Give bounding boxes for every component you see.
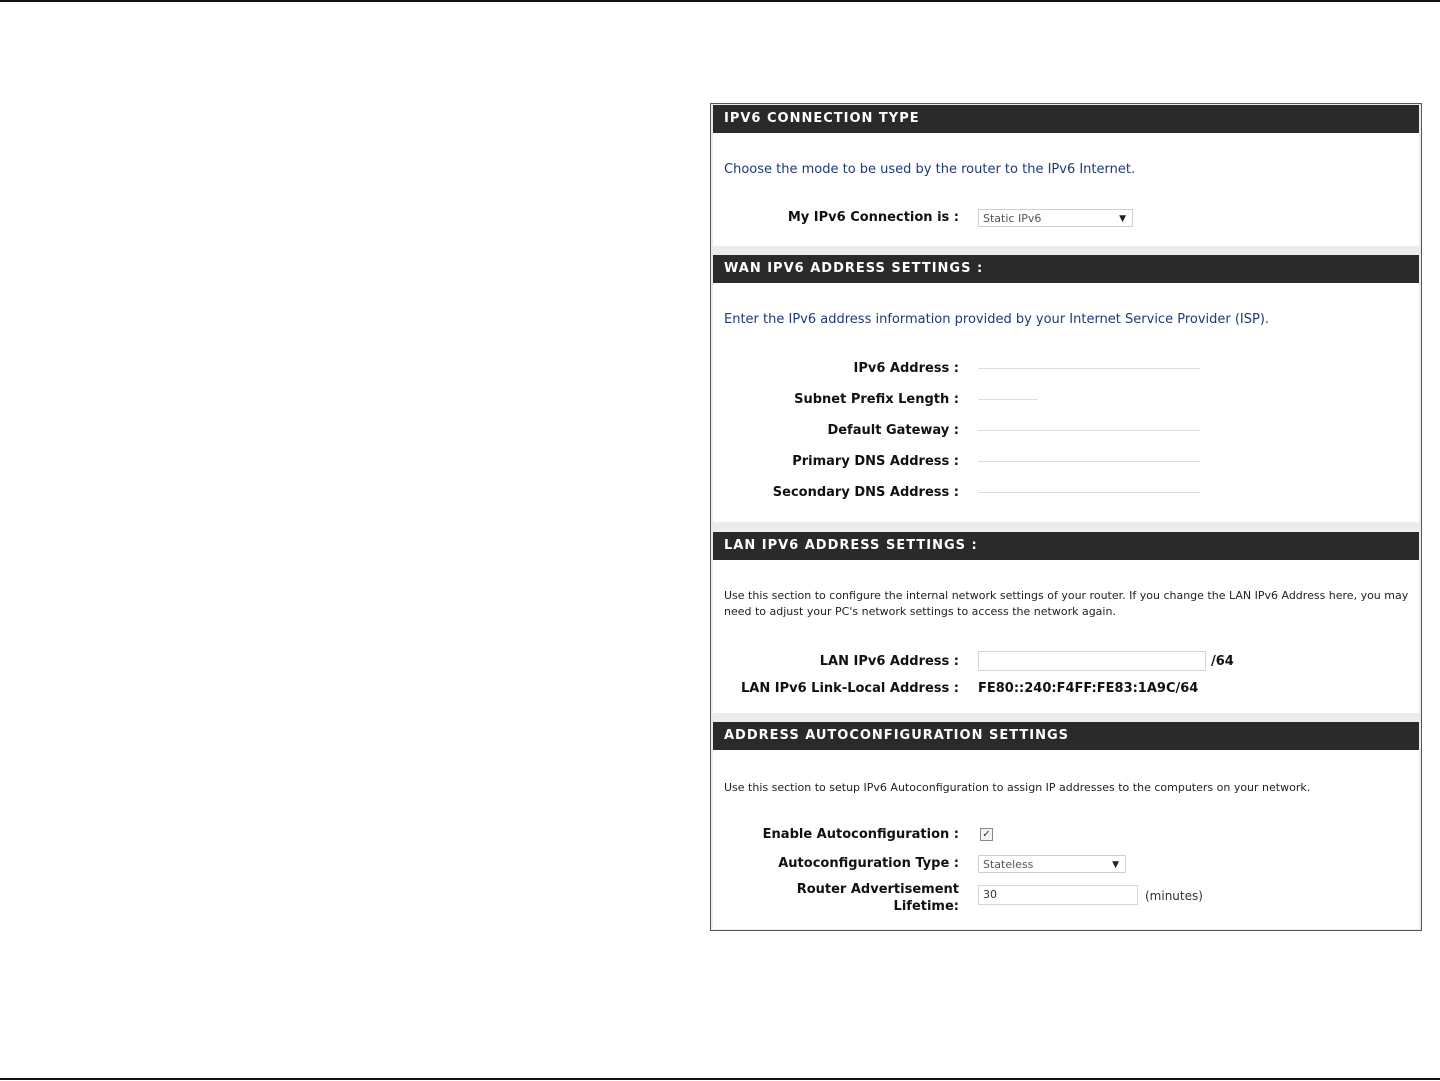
primary-dns-input[interactable] <box>978 448 1200 462</box>
chevron-down-icon: ▼ <box>1112 860 1119 870</box>
lifetime-label-line2: Lifetime: <box>893 899 959 914</box>
connection-label: My IPv6 Connection is : <box>787 210 959 225</box>
autoconfig-intro: Use this section to setup IPv6 Autoconfiguration to assign IP addresses to the computers on your network. <box>724 781 1311 794</box>
autoconfig-type-select[interactable] <box>978 855 1126 873</box>
connection-type-intro: Choose the mode to be used by the router to the IPv6 Internet. <box>724 162 1136 177</box>
ipv6-address-input[interactable] <box>978 355 1200 369</box>
top-rule <box>0 0 1440 2</box>
secondary-dns-input[interactable] <box>978 479 1200 493</box>
lan-address-label: LAN IPv6 Address : <box>819 654 959 669</box>
connection-type-value: Static IPv6 <box>983 212 1042 225</box>
connection-type-select[interactable] <box>978 209 1133 227</box>
ipv6-settings-panel <box>710 103 1422 931</box>
bottom-rule <box>0 1078 1440 1080</box>
lan-address-suffix: /64 <box>1211 654 1234 669</box>
lan-header: LAN IPV6 ADDRESS SETTINGS : <box>713 532 1419 560</box>
wan-field-label: Primary DNS Address : <box>792 454 959 469</box>
subnet-prefix-length-input[interactable] <box>978 386 1038 400</box>
lan-intro: Use this section to configure the internal network settings of your router. If you change the LAN IPv6 Address here, you may need to adjust your PC's network settings to access the network again. <box>724 589 1409 618</box>
lifetime-label-line1: Router Advertisement <box>796 882 959 897</box>
connection-type-header: IPV6 CONNECTION TYPE <box>713 105 1419 133</box>
enable-autoconfig-checkbox[interactable] <box>980 828 993 841</box>
autoconfig-header: ADDRESS AUTOCONFIGURATION SETTINGS <box>713 722 1419 750</box>
lifetime-input[interactable]: 30 <box>978 885 1138 905</box>
chevron-down-icon: ▼ <box>1119 214 1126 224</box>
checkmark-icon: ✓ <box>982 829 991 840</box>
autoconfig-type-label: Autoconfiguration Type : <box>778 856 959 871</box>
lan-section <box>713 532 1419 713</box>
wan-field-label: Default Gateway : <box>827 423 959 438</box>
link-local-label: LAN IPv6 Link-Local Address : <box>741 681 959 696</box>
autoconfig-section <box>713 722 1419 929</box>
wan-field-label: Subnet Prefix Length : <box>794 392 959 407</box>
default-gateway-input[interactable] <box>978 417 1200 431</box>
wan-intro: Enter the IPv6 address information provided by your Internet Service Provider (ISP). <box>724 312 1270 327</box>
connection-type-section <box>713 105 1419 246</box>
enable-autoconfig-label: Enable Autoconfiguration : <box>762 827 959 842</box>
lan-ipv6-address-input[interactable] <box>978 651 1206 671</box>
lifetime-unit: (minutes) <box>1145 889 1203 903</box>
wan-field-label: IPv6 Address : <box>853 361 959 376</box>
link-local-value: FE80::240:F4FF:FE83:1A9C/64 <box>978 681 1199 696</box>
autoconfig-type-value: Stateless <box>983 858 1034 871</box>
wan-header: WAN IPV6 ADDRESS SETTINGS : <box>713 255 1419 283</box>
wan-field-label: Secondary DNS Address : <box>772 485 959 500</box>
lifetime-label <box>797 881 959 915</box>
wan-section <box>713 255 1419 522</box>
